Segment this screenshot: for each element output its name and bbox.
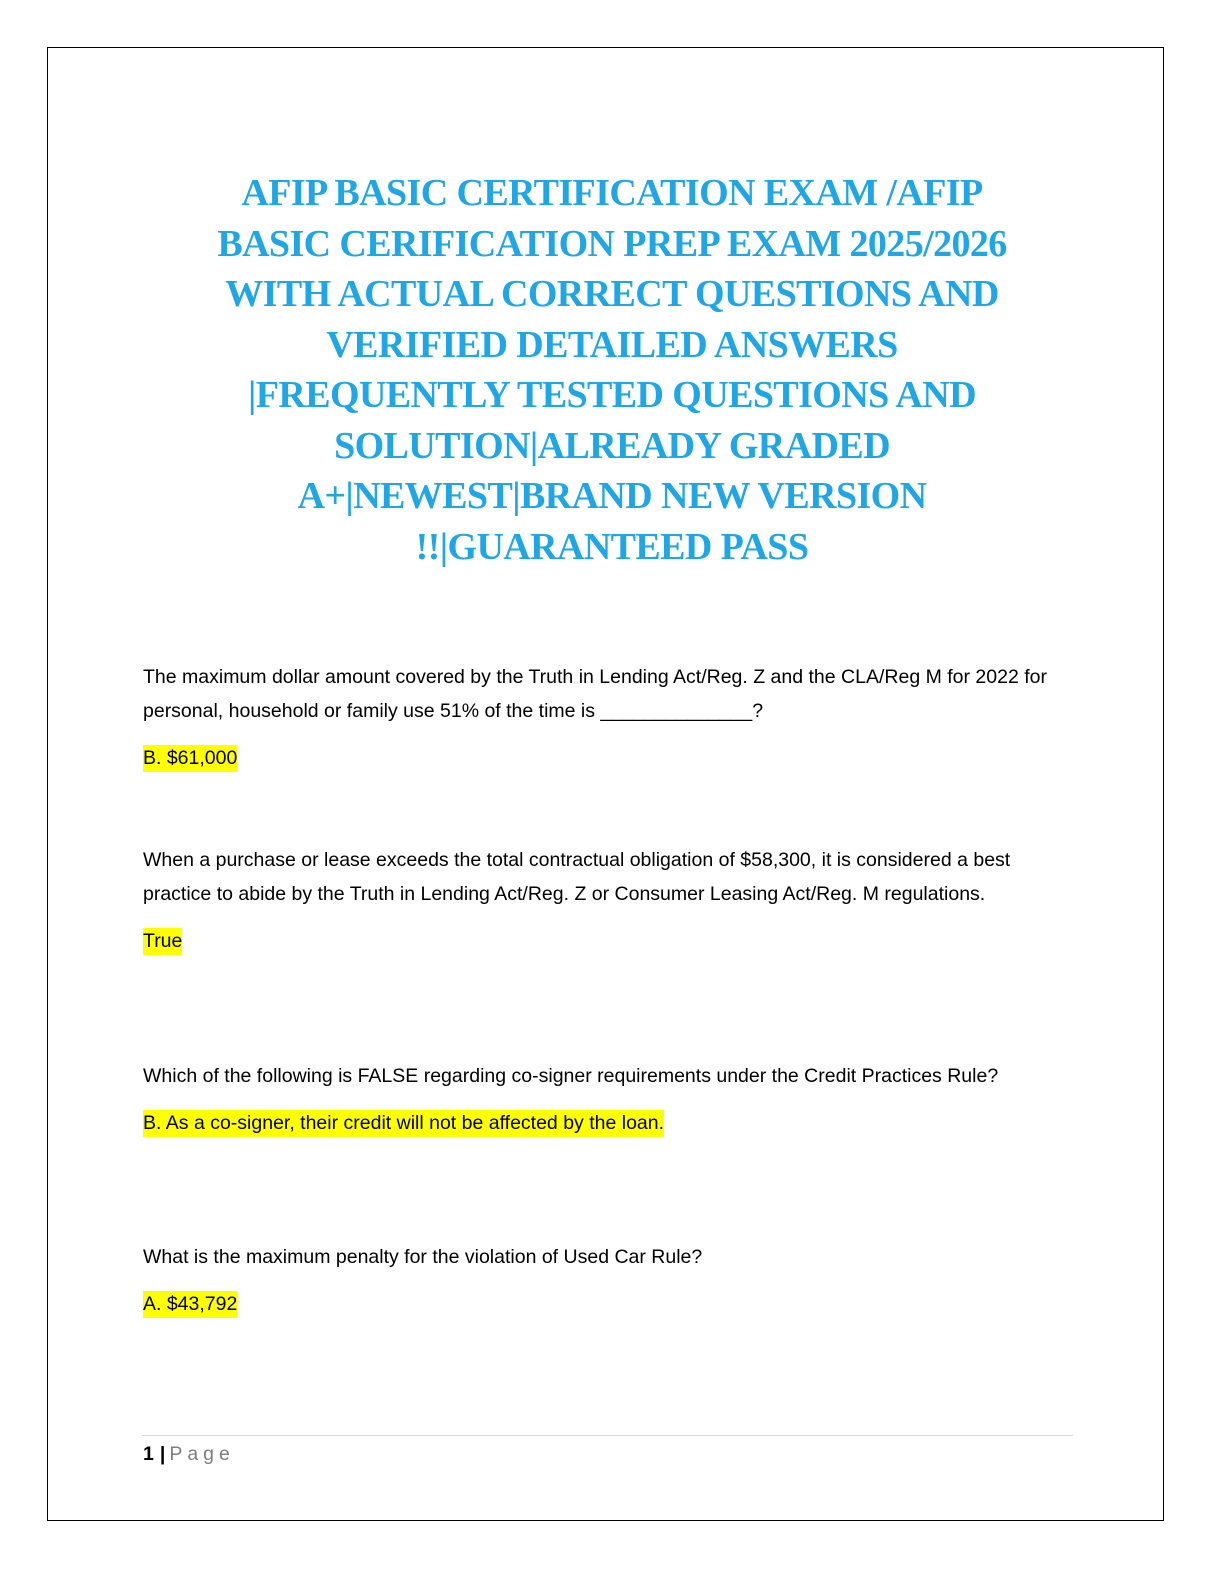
title-line: SOLUTION|ALREADY GRADED	[334, 424, 890, 467]
answer-text	[143, 1287, 1073, 1321]
qa-item-4	[143, 1240, 1073, 1321]
question-text: The maximum dollar amount covered by the Truth in Lending Act/Reg. Z and the CLA/Reg M for 2022 for personal, household or family use 51% of the time is ______________?	[143, 666, 1047, 722]
answer-highlight: True	[143, 928, 182, 955]
question-text: Which of the following is FALSE regarding co-signer requirements under the Credit Practices Rule?	[143, 1065, 999, 1087]
title-line: VERIFIED DETAILED ANSWERS	[326, 323, 898, 366]
answer-text	[143, 1106, 1073, 1140]
question-text: When a purchase or lease exceeds the total contractual obligation of $58,300, it is considered a best practice to abide by the Truth in Lending Act/Reg. Z or Consumer Leasing Act/Reg. M regulations.	[143, 849, 1011, 905]
qa-item-1	[143, 660, 1073, 775]
title-line: BASIC CERIFICATION PREP EXAM 2025/2026	[217, 222, 1007, 265]
page-label: Page	[169, 1443, 235, 1465]
title-line: |FREQUENTLY TESTED QUESTIONS AND	[248, 374, 976, 416]
answer-highlight: A. $43,792	[143, 1291, 237, 1318]
page-separator: |	[159, 1443, 166, 1465]
footer-divider	[142, 1435, 1073, 1436]
answer-highlight: B. As a co-signer, their credit will not be affected by the loan.	[143, 1110, 664, 1137]
qa-item-3	[143, 1059, 1073, 1140]
title-line: !!|GUARANTEED PASS	[415, 525, 809, 568]
title-line: AFIP BASIC CERTIFICATION EXAM /AFIP	[241, 172, 983, 214]
question-text: What is the maximum penalty for the violation of Used Car Rule?	[143, 1246, 703, 1268]
answer-highlight: B. $61,000	[143, 745, 237, 772]
page-number: 1	[143, 1443, 154, 1465]
document-title	[142, 168, 1082, 572]
answer-text	[143, 924, 1073, 958]
qa-item-2	[143, 843, 1073, 958]
title-line: WITH ACTUAL CORRECT QUESTIONS AND	[225, 273, 999, 315]
page-footer	[143, 1440, 235, 1468]
answer-text	[143, 741, 1073, 775]
title-line: A+|NEWEST|BRAND NEW VERSION	[297, 475, 927, 517]
